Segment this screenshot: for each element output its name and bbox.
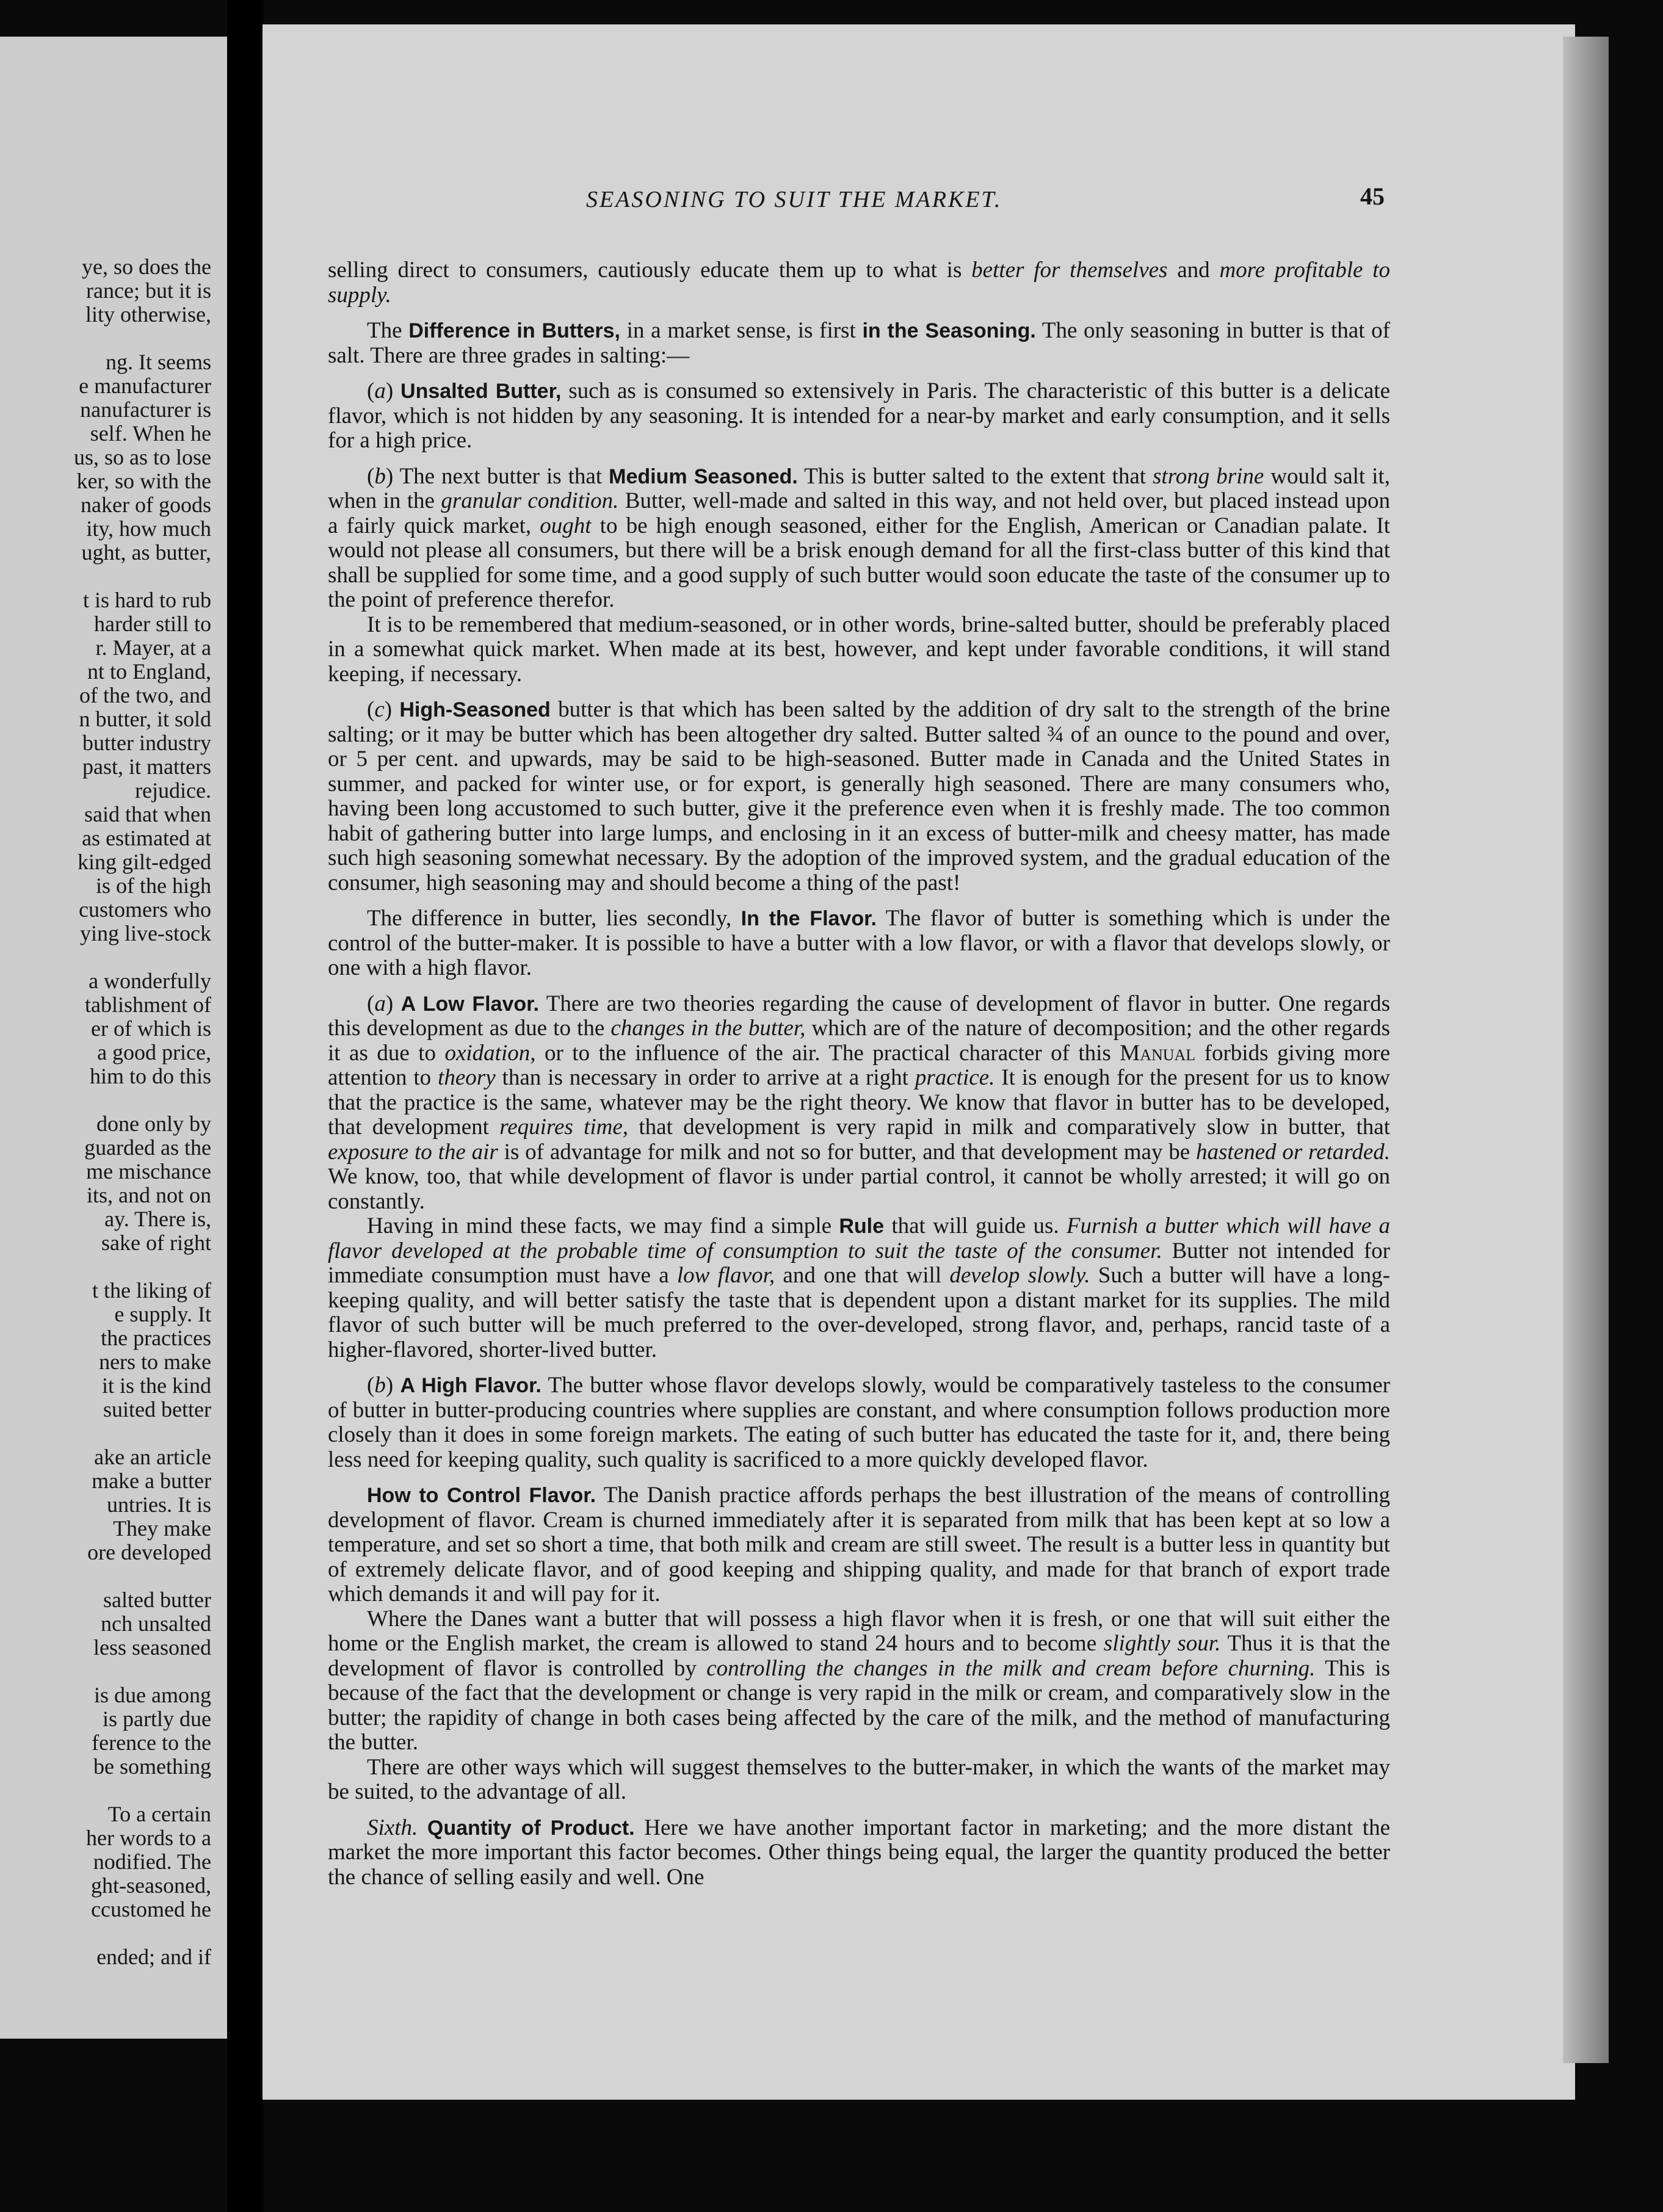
paragraph: (b) The next butter is that Medium Seasoned. This is butter salted to the extent that strong brine would salt it, when in the granular condition. Butter, well-made and salted in this way, and not held over, but placed instead upon a fairly quick market, ought to be high enough seasoned, either for the English, American or Canadian palate. It would not please all consumers, but there will be a brisk enough demand for all the first-class butter of this kind that shall be supplied for some time, and a good supply of such butter would soon educate the taste of the consumer up to the point of preference therefor. (328, 463, 1391, 612)
facing-page-line: is partly due (103, 1707, 211, 1731)
facing-page-line: me mischance (86, 1159, 211, 1184)
facing-page-line: is of the high (96, 873, 211, 898)
facing-page-line: To a certain (107, 1802, 211, 1826)
paragraph: (c) High-Seasoned butter is that which has been salted by the addition of dry salt to the strength of the brine salting; or it may be butter which has been altogether dry salted. Butter salted ¾ of an ounce to the pound and over, or 5 per cent. and upwards, may be said to be high-seasoned. Butter made in Canada and the United States in summer, and packed for winter use, or for export, is generally high seasoned. There are many consumers who, having been long accustomed to such butter, give it the preference even when it is freshly made. The too common habit of gathering butter into large lumps, and enclosing in it an excess of butter-milk and cheesy matter, has made such high seasoning somewhat necessary. By the adoption of the improved system, and the gradual education of the consumer, high seasoning may and should become a thing of the past! (328, 697, 1391, 895)
facing-page-line: her words to a (86, 1826, 211, 1850)
facing-page-line (0, 1660, 211, 1683)
facing-page-line: past, it matters (82, 754, 211, 779)
facing-page-line: ity, how much (86, 516, 211, 541)
page-number: 45 (1360, 183, 1385, 210)
facing-page-line: it is the kind (102, 1373, 211, 1398)
facing-page-line: of the two, and (79, 683, 211, 707)
facing-page-line: They make (113, 1516, 211, 1541)
facing-page-line: ght-seasoned, (91, 1873, 211, 1898)
facing-page-line (0, 1088, 211, 1112)
facing-page-line: as estimated at (82, 826, 211, 850)
facing-page-line: a wonderfully (89, 969, 211, 993)
facing-page-fragment (0, 37, 227, 2039)
facing-page-line: make a butter (92, 1469, 211, 1493)
facing-page-line: suited better (103, 1397, 211, 1422)
paragraph: Sixth. Quantity of Product. Here we have another important factor in marketing; and the more distant the market the more important this factor becomes. Other things being equal, the larger the quantity produced the better the chance of selling easily and well. One (328, 1815, 1390, 1890)
facing-page-line: nodified. The (93, 1849, 211, 1874)
facing-page-line: its, and not on (87, 1183, 211, 1207)
facing-page-line: salted butter (103, 1588, 211, 1612)
facing-page-line: us, so as to lose (74, 445, 211, 469)
facing-page-line: guarded as the (84, 1135, 211, 1160)
facing-page-line (0, 1921, 211, 1945)
facing-page-line: naker of goods (81, 493, 211, 517)
paragraph: There are other ways which will suggest themselves to the butter-maker, in which the wants of the market may be suited, to the advantage of all. (328, 1754, 1390, 1804)
facing-page-line: ng. It seems (106, 350, 211, 374)
facing-page-line: done only by (96, 1111, 211, 1136)
facing-page-line: customers who (79, 897, 211, 922)
facing-page-line: ught, as butter, (81, 540, 211, 565)
facing-page-line: e supply. It (114, 1302, 211, 1326)
facing-page-line: harder still to (94, 612, 211, 636)
facing-page-line: the practices (101, 1326, 211, 1350)
facing-page-line: king gilt-edged (78, 850, 211, 874)
facing-page-line: n butter, it sold (79, 707, 211, 731)
facing-page-line (0, 1422, 211, 1445)
paragraph: Having in mind these facts, we may find a simple Rule that will guide us. Furnish a butter which will have a flavor developed at the probable time of consumption to suit the taste of the consumer. Butter not intended for immediate consumption must have a low flavor, and one that will develop slowly. Such a butter will have a long-keeping quality, and will better satisfy the taste that is dependent upon a distant market for its supplies. The mild flavor of such butter will be much preferred to the over-developed, strong flavor, and, perhaps, rancid taste of a higher-flavored, shorter-lived butter. (328, 1213, 1390, 1362)
facing-page-line: ore developed (87, 1540, 211, 1564)
facing-page-line: r. Mayer, at a (95, 635, 211, 660)
page-edge (1563, 37, 1609, 2063)
facing-page-line: t is hard to rub (83, 588, 211, 612)
facing-page-line: untries. It is (107, 1492, 211, 1517)
facing-page-text (0, 255, 211, 1969)
paragraph: (b) A High Flavor. The butter whose flavor develops slowly, would be comparatively tasteless to the consumer of butter in butter-producing countries where supplies are constant, and where consumption follows production more closely than it does in some foreign markets. The eating of such butter has educated the taste for it, and, there being less need for keeping quality, such quality is sacrificed to a more quickly developed flavor. (328, 1373, 1390, 1472)
facing-page-line: e manufacturer (79, 374, 211, 398)
facing-page-line: ccustomed he (91, 1897, 211, 1921)
facing-page-line (0, 565, 211, 588)
facing-page-line: rance; but it is (86, 278, 211, 303)
facing-page-line: sake of right (101, 1231, 211, 1255)
facing-page-line: t the liking of (92, 1278, 211, 1303)
facing-page-line: ay. There is, (104, 1207, 211, 1231)
paragraph: selling direct to consumers, cautiously educate them up to what is better for themselves and more profitable to supply. (328, 258, 1391, 308)
paragraph: How to Control Flavor. The Danish practice affords perhaps the best illustration of the means of controlling development of flavor. Cream is churned immediately after it is separated from milk that has been kept at so low a temperature, and set so short a time, that both milk and cream are still sweet. The result is a butter less in quantity but of extremely delicate flavor, and of good keeping and shipping quality, and made for that branch of export trade which demands it and will pay for it. (328, 1483, 1390, 1607)
paragraph: (a) A Low Flavor. There are two theories regarding the cause of development of flavor in butter. One regards this development as due to the changes in the butter, which are of the nature of decomposition; and the other regards it as due to oxidation, or to the influence of the air. The practical character of this Manual forbids giving more attention to theory than is necessary in order to arrive at a right practice. It is enough for the present for us to know that the practice is the same, whatever may be the right theory. We know that flavor in butter has to be developed, that development requires time, that development is very rapid in milk and comparatively slow in butter, that exposure to the air is of advantage for milk and not so for butter, and that development may be hastened or retarded. We know, too, that while development of flavor is under partial control, it cannot be wholly arrested; it will go on constantly. (328, 991, 1390, 1214)
facing-page-line: ference to the (92, 1730, 211, 1755)
facing-page-line: self. When he (90, 421, 211, 446)
paragraph: The Difference in Butters, in a market sense, is first in the Seasoning. The only seasoning in butter is that of salt. There are three grades in salting:— (328, 318, 1390, 368)
facing-page-line: ake an article (94, 1445, 211, 1469)
facing-page-line (0, 327, 211, 350)
facing-page-line: nch unsalted (101, 1611, 211, 1636)
facing-page-line: ye, so does the (82, 255, 211, 279)
paragraph: (a) Unsalted Butter, such as is consumed so extensively in Paris. The characteristic of this butter is a delicate flavor, which is not hidden by any seasoning. It is intended for a near-by market and early consumption, and it sells for a high price. (328, 378, 1390, 453)
facing-page-line: nanufacturer is (80, 397, 211, 422)
paragraph: Where the Danes want a butter that will possess a high flavor when it is fresh, or one that will suit either the home or the English market, the cream is allowed to stand 24 hours and to become slightly sour. Thus it is that the development of flavor is controlled by controlling the changes in the milk and cream before churning. This is because of the fact that the development or change is very rapid in the milk or cream, and comparatively slow in the butter; the rapidity of change in both cases being affected by the care of the milk, and the method of manufacturing the butter. (328, 1606, 1391, 1755)
facing-page-line (0, 1779, 211, 1802)
facing-page-line (0, 945, 211, 969)
running-header: SEASONING TO SUIT THE MARKET. (586, 187, 1002, 212)
facing-page-line: tablishment of (85, 992, 211, 1017)
paragraph: It is to be remembered that medium-seasoned, or in other words, brine-salted butter, should be preferably placed in a somewhat quick market. When made at its best, however, and kept under favorable conditions, it will stand keeping, if necessary. (328, 612, 1390, 687)
body-text (328, 258, 1390, 1890)
facing-page-line: said that when (84, 802, 211, 826)
facing-page-line: less seasoned (93, 1635, 211, 1660)
facing-page-line: is due among (94, 1683, 211, 1707)
facing-page-line: rejudice. (135, 778, 211, 803)
facing-page-line: ended; and if (96, 1945, 211, 1969)
facing-page-line: ners to make (99, 1350, 211, 1374)
paragraph: The difference in butter, lies secondly, In the Flavor. The flavor of butter is something which is under the control of the butter-maker. It is possible to have a butter with a low flavor, or with a flavor that develops slowly, or one with a high flavor. (328, 906, 1390, 980)
facing-page-line: butter industry (82, 731, 211, 755)
facing-page-line: ying live-stock (80, 921, 211, 945)
facing-page-line (0, 1564, 211, 1588)
facing-page-line: be something (93, 1754, 211, 1779)
book-gutter (227, 0, 264, 2212)
facing-page-line: er of which is (91, 1016, 211, 1041)
facing-page-line: nt to England, (87, 659, 211, 684)
facing-page-line: him to do this (89, 1064, 211, 1088)
facing-page-line: ker, so with the (76, 469, 211, 493)
facing-page-line (0, 1255, 211, 1279)
facing-page-line: lity otherwise, (85, 302, 211, 327)
facing-page-line: a good price, (97, 1040, 211, 1064)
